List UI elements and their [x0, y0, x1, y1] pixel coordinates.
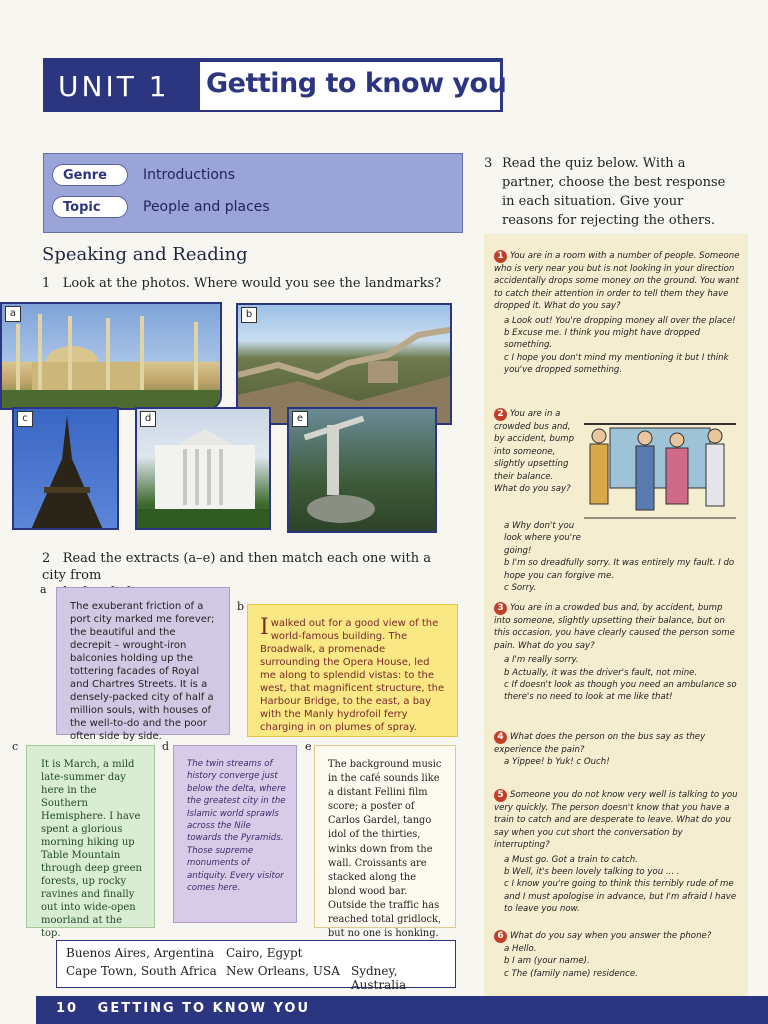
topic-pill: Topic — [52, 196, 128, 218]
quiz-number-4: 4 — [494, 731, 507, 744]
quiz-number-6: 6 — [494, 930, 507, 943]
quiz-2-option-c: c Sorry. — [504, 583, 537, 594]
quiz-1-option-a: a Look out! You're dropping money all over the place! — [504, 315, 736, 326]
quiz-2-line-2: crowded bus and, — [494, 422, 571, 432]
photo-tag-d: d — [140, 411, 156, 427]
extract-a-label: a — [40, 583, 47, 596]
extract-d-label: d — [162, 740, 170, 753]
quiz-1-option-b: b Excuse me. I think you might have dropped something. — [504, 328, 701, 351]
question-3-line-3: in each situation. Give your — [502, 194, 684, 209]
photo-tag-b: b — [241, 307, 257, 323]
unit-title: Getting to know you — [206, 68, 507, 99]
quiz-6-option-a: a Hello. — [504, 944, 537, 954]
photo-c — [12, 407, 119, 530]
quiz-6-option-b: b I am (your name). — [504, 956, 590, 967]
question-1 — [42, 276, 441, 291]
cities-box — [56, 940, 456, 992]
quiz-2-options — [504, 520, 744, 594]
question-1-text: Look at the photos. Where would you see the landmarks? — [62, 276, 442, 291]
question-3 — [484, 154, 754, 230]
photo-tag-c: c — [17, 411, 33, 427]
quiz-item-1 — [494, 250, 740, 377]
quiz-2-line-1: You are in a — [510, 409, 561, 419]
question-2-number: 2 — [42, 551, 51, 566]
footer-title: GETTING TO KNOW YOU — [97, 1001, 311, 1016]
quiz-item-2 — [494, 408, 594, 495]
quiz-2-line-7: What do you say? — [494, 484, 571, 495]
quiz-2-line-6: their balance. — [494, 471, 554, 482]
extract-e — [314, 745, 456, 940]
quiz-2-option-b: b I'm so dreadfully sorry. It was entirely my fault. I do hope you can forgive me. — [504, 558, 735, 581]
extract-b — [247, 604, 458, 737]
extract-a — [56, 587, 230, 742]
quiz-item-4 — [494, 731, 740, 769]
extract-e-label: e — [305, 740, 312, 753]
photo-a — [0, 302, 222, 410]
footer-text — [56, 1001, 310, 1016]
extract-d-text: The twin streams of history converge just below the delta, where the greatest city in the Islamic world sprawls across the Nile towards the Pyramids. Those supreme monuments of antiquity. Every visitor comes here. — [187, 759, 286, 894]
quiz-3-option-c: c If doesn't look as though you need an ambulance so there's no need to look at me like that! — [504, 680, 737, 703]
genre-pill: Genre — [52, 164, 128, 186]
quiz-number-3: 3 — [494, 602, 507, 615]
extract-d — [173, 745, 297, 923]
quiz-5-option-c: c I know you're going to think this terribly rude of me and I must apologise in advance, but I'm afraid I have to leave you now. — [504, 879, 737, 915]
extract-a-text: The exuberant friction of a port city marked me forever; the beautiful and the decrepit – wrought-iron balconies holding up the tottering facades of Royal and Chartres Streets. It is a densely-packed city of half a million souls, with houses of the well-to-do and the poor often side by side. — [70, 601, 215, 742]
extract-b-label: b — [237, 600, 245, 613]
extract-b-text: walked out for a good view of the world-famous building. The Broadwalk, a promenade surrounding the Opera House, led me along to splendid vistas: to the west, that magnificent structure, the Harbour Bridge, to the east, a bay with the Manly hydrofoil ferry charging in on plumes of spray. — [260, 618, 445, 733]
extract-c — [26, 745, 155, 939]
quiz-6-option-c: c The (family name) residence. — [504, 968, 638, 979]
quiz-3-option-b: b Actually, it was the driver's fault, not mine. — [504, 667, 698, 678]
city-cape-town: Cape Town, South Africa — [66, 964, 217, 978]
quiz-item-6 — [494, 930, 740, 980]
photo-tag-a: a — [5, 306, 21, 322]
quiz-3-option-a: a I'm really sorry. — [504, 655, 579, 666]
eiffel-tower-illustration — [14, 409, 119, 530]
quiz-question-3: You are in a crowded bus and, by accident, bump into someone, slightly upsetting their balance, but on this occasion, you have clearly caused the person some pain. What do you say? — [494, 603, 735, 651]
page-number: 10 — [56, 1001, 79, 1016]
quiz-number-5: 5 — [494, 789, 507, 802]
question-1-number: 1 — [42, 276, 51, 291]
photo-tag-e: e — [292, 411, 308, 427]
city-sydney: Sydney, Australia — [351, 964, 407, 992]
quiz-2-option-a: a Why don't you look where you're going! — [504, 521, 581, 556]
photo-d — [135, 407, 271, 530]
question-3-line-1: Read the quiz below. With a — [502, 156, 686, 171]
question-3-line-4: reasons for rejecting the others. — [502, 213, 715, 228]
quiz-2-line-4: into someone, — [494, 446, 556, 457]
question-3-line-2: partner, choose the best response — [502, 175, 726, 190]
christ-redeemer-illustration — [289, 409, 437, 533]
quiz-5-option-a: a Must go. Got a train to catch. — [504, 854, 638, 865]
quiz-2-line-3: by accident, bump — [494, 434, 575, 445]
extract-c-label: c — [12, 740, 19, 753]
quiz-4-options: a Yippee! b Yuk! c Ouch! — [504, 757, 610, 768]
extract-b-dropcap: I — [260, 615, 269, 640]
topic-value: People and places — [143, 199, 270, 215]
extract-c-text: It is March, a mild late-summer day here in the Southern Hemisphere. I have spent a glorious morning hiking up Table Mountain through deep green forests, up rocky ravines and finally out into wide-open moorland at the top. — [41, 759, 142, 939]
quiz-2-line-5: slightly upsetting — [494, 459, 569, 470]
photo-e — [287, 407, 437, 533]
quiz-5-option-b: b Well, it's been lovely talking to you ... . — [504, 867, 680, 878]
quiz-question-4: What does the person on the bus say as they experience the pain? — [494, 732, 706, 755]
quiz-number-2: 2 — [494, 408, 507, 421]
quiz-item-3 — [494, 602, 740, 704]
quiz-number-1: 1 — [494, 250, 507, 263]
quiz-question-1: You are in a room with a number of people. Someone who is very near you but is not looking in your direction accidentally drops some money on the ground. You want to catch their attention in order to tell them they have dropped it. What do you say? — [494, 251, 740, 312]
mosque-illustration — [2, 304, 222, 410]
city-buenos-aires: Buenos Aires, Argentina — [66, 946, 215, 960]
quiz-question-6: What do you say when you answer the phone? — [510, 931, 712, 941]
section-heading: Speaking and Reading — [42, 244, 248, 265]
genre-value: Introductions — [143, 167, 236, 183]
quiz-item-5 — [494, 789, 740, 916]
bus-passengers-illustration — [584, 414, 736, 524]
extract-e-text: The background music in the café sounds like a distant Fellini film score; a poster of Carlos Gardel, tango idol of the thirties, winks down from the wall. Croissants are stacked along the blond wood bar. Outside the traffic has reached total gridlock, but no one is honking. — [328, 759, 442, 940]
question-3-number: 3 — [484, 156, 493, 171]
city-new-orleans: New Orleans, USA — [226, 964, 340, 978]
city-cairo: Cairo, Egypt — [226, 946, 303, 960]
quiz-question-5: Someone you do not know very well is talking to you very quickly. The person doesn't know that you have a train to catch and are desperate to leave. What do you say when you cut short the conversation by interrupting? — [494, 790, 738, 851]
quiz-1-option-c: c I hope you don't mind my mentioning it but I think you've dropped something. — [504, 352, 729, 376]
unit-label: UNIT 1 — [58, 70, 170, 103]
question-2-line1: Read the extracts (a–e) and then match each one with a city from — [42, 551, 432, 583]
white-house-illustration — [137, 409, 271, 530]
